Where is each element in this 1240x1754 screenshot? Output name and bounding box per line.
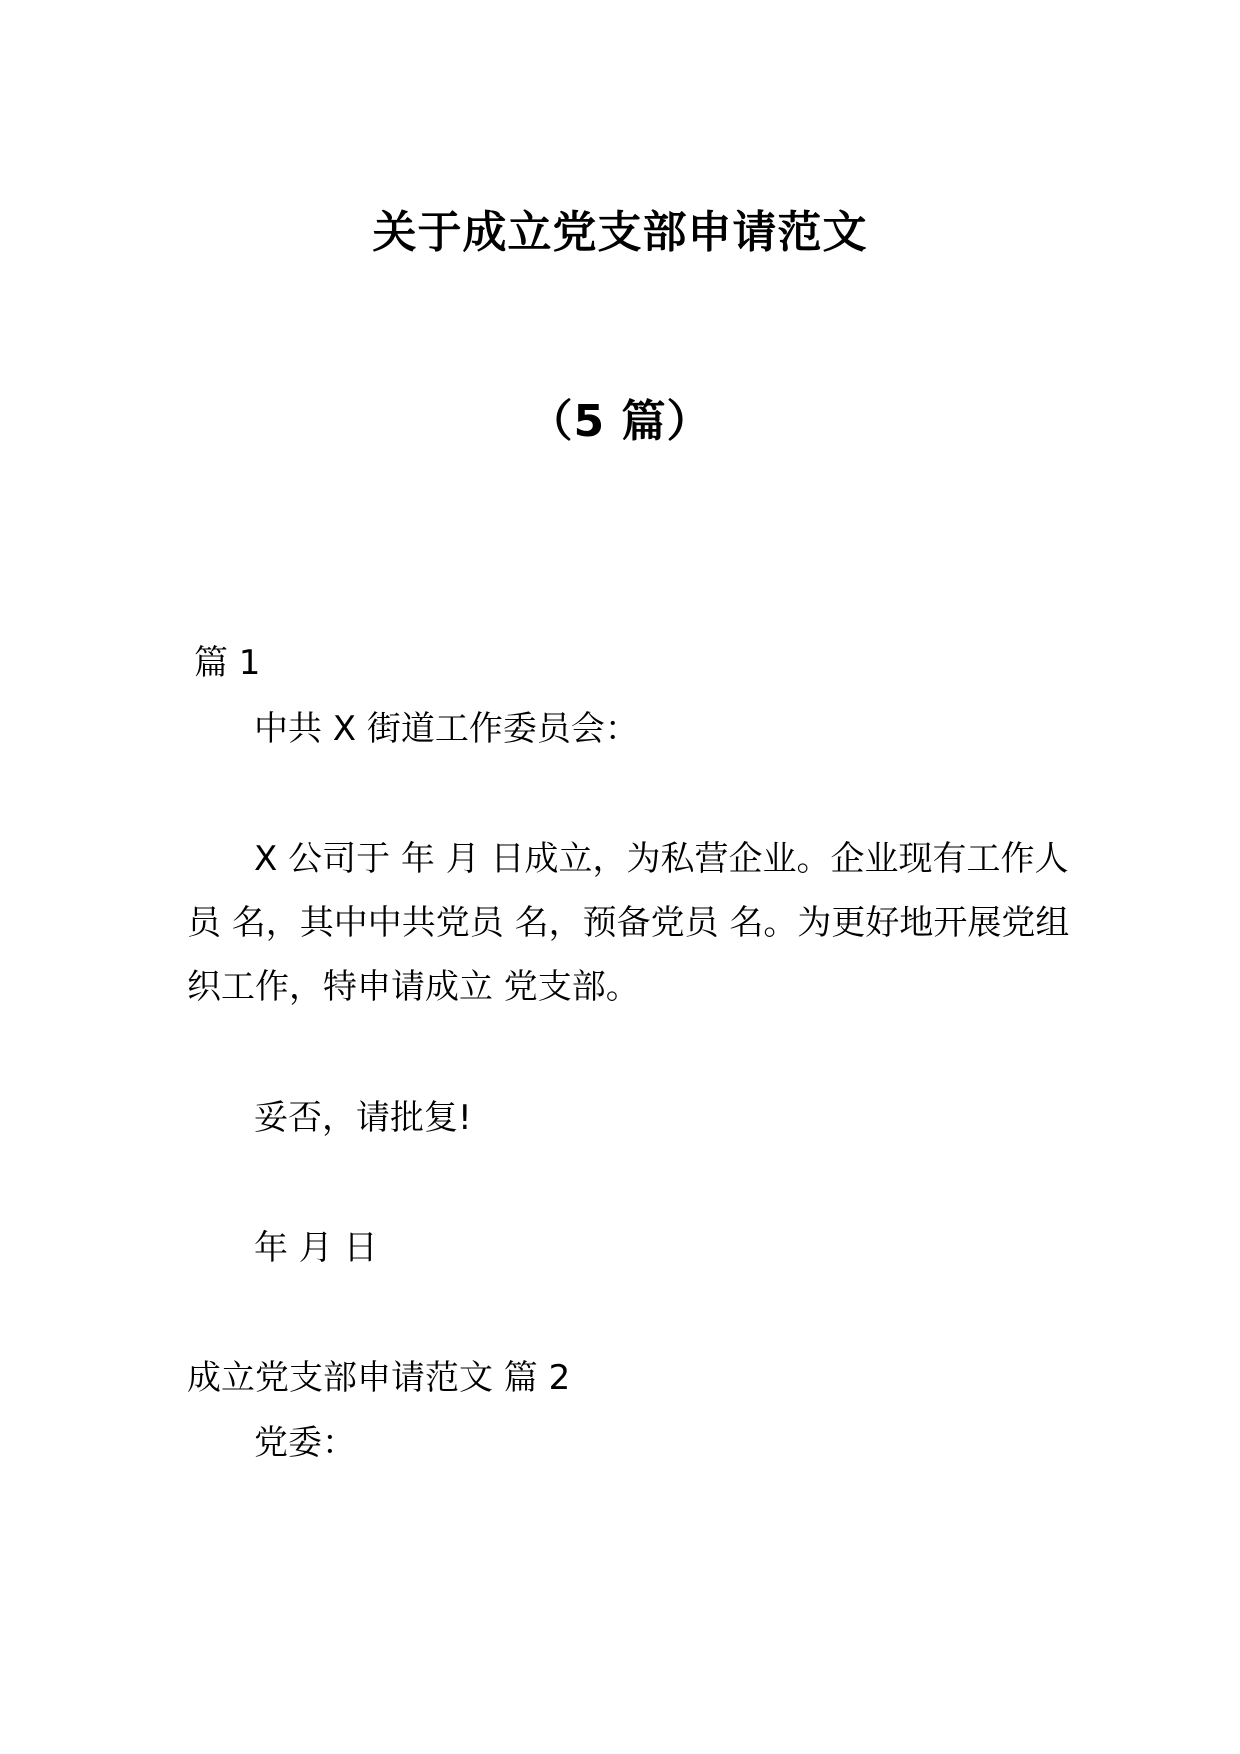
document-title: 关于成立党支部申请范文 [372, 207, 868, 258]
section-1-body-line-2: 员 名，其中中共党员 名，预备党员 名。为更好地开展党组 [187, 903, 1070, 943]
section-1-salutation: 中共 X 街道工作委员会： [254, 709, 639, 749]
section-1-heading: 篇 1 [194, 643, 261, 683]
section-1-date: 年 月 日 [254, 1228, 378, 1268]
document-subtitle: （5 篇） [528, 396, 712, 447]
section-1-body-line-3: 织工作，特申请成立 党支部。 [187, 967, 640, 1007]
section-1-body-line-1: X 公司于 年 月 日成立，为私营企业。企业现有工作人 [254, 839, 1069, 879]
section-2-salutation: 党委： [254, 1423, 356, 1463]
section-1-closing: 妥否，请批复! [254, 1098, 472, 1138]
section-2-heading: 成立党支部申请范文 篇 2 [187, 1358, 571, 1398]
